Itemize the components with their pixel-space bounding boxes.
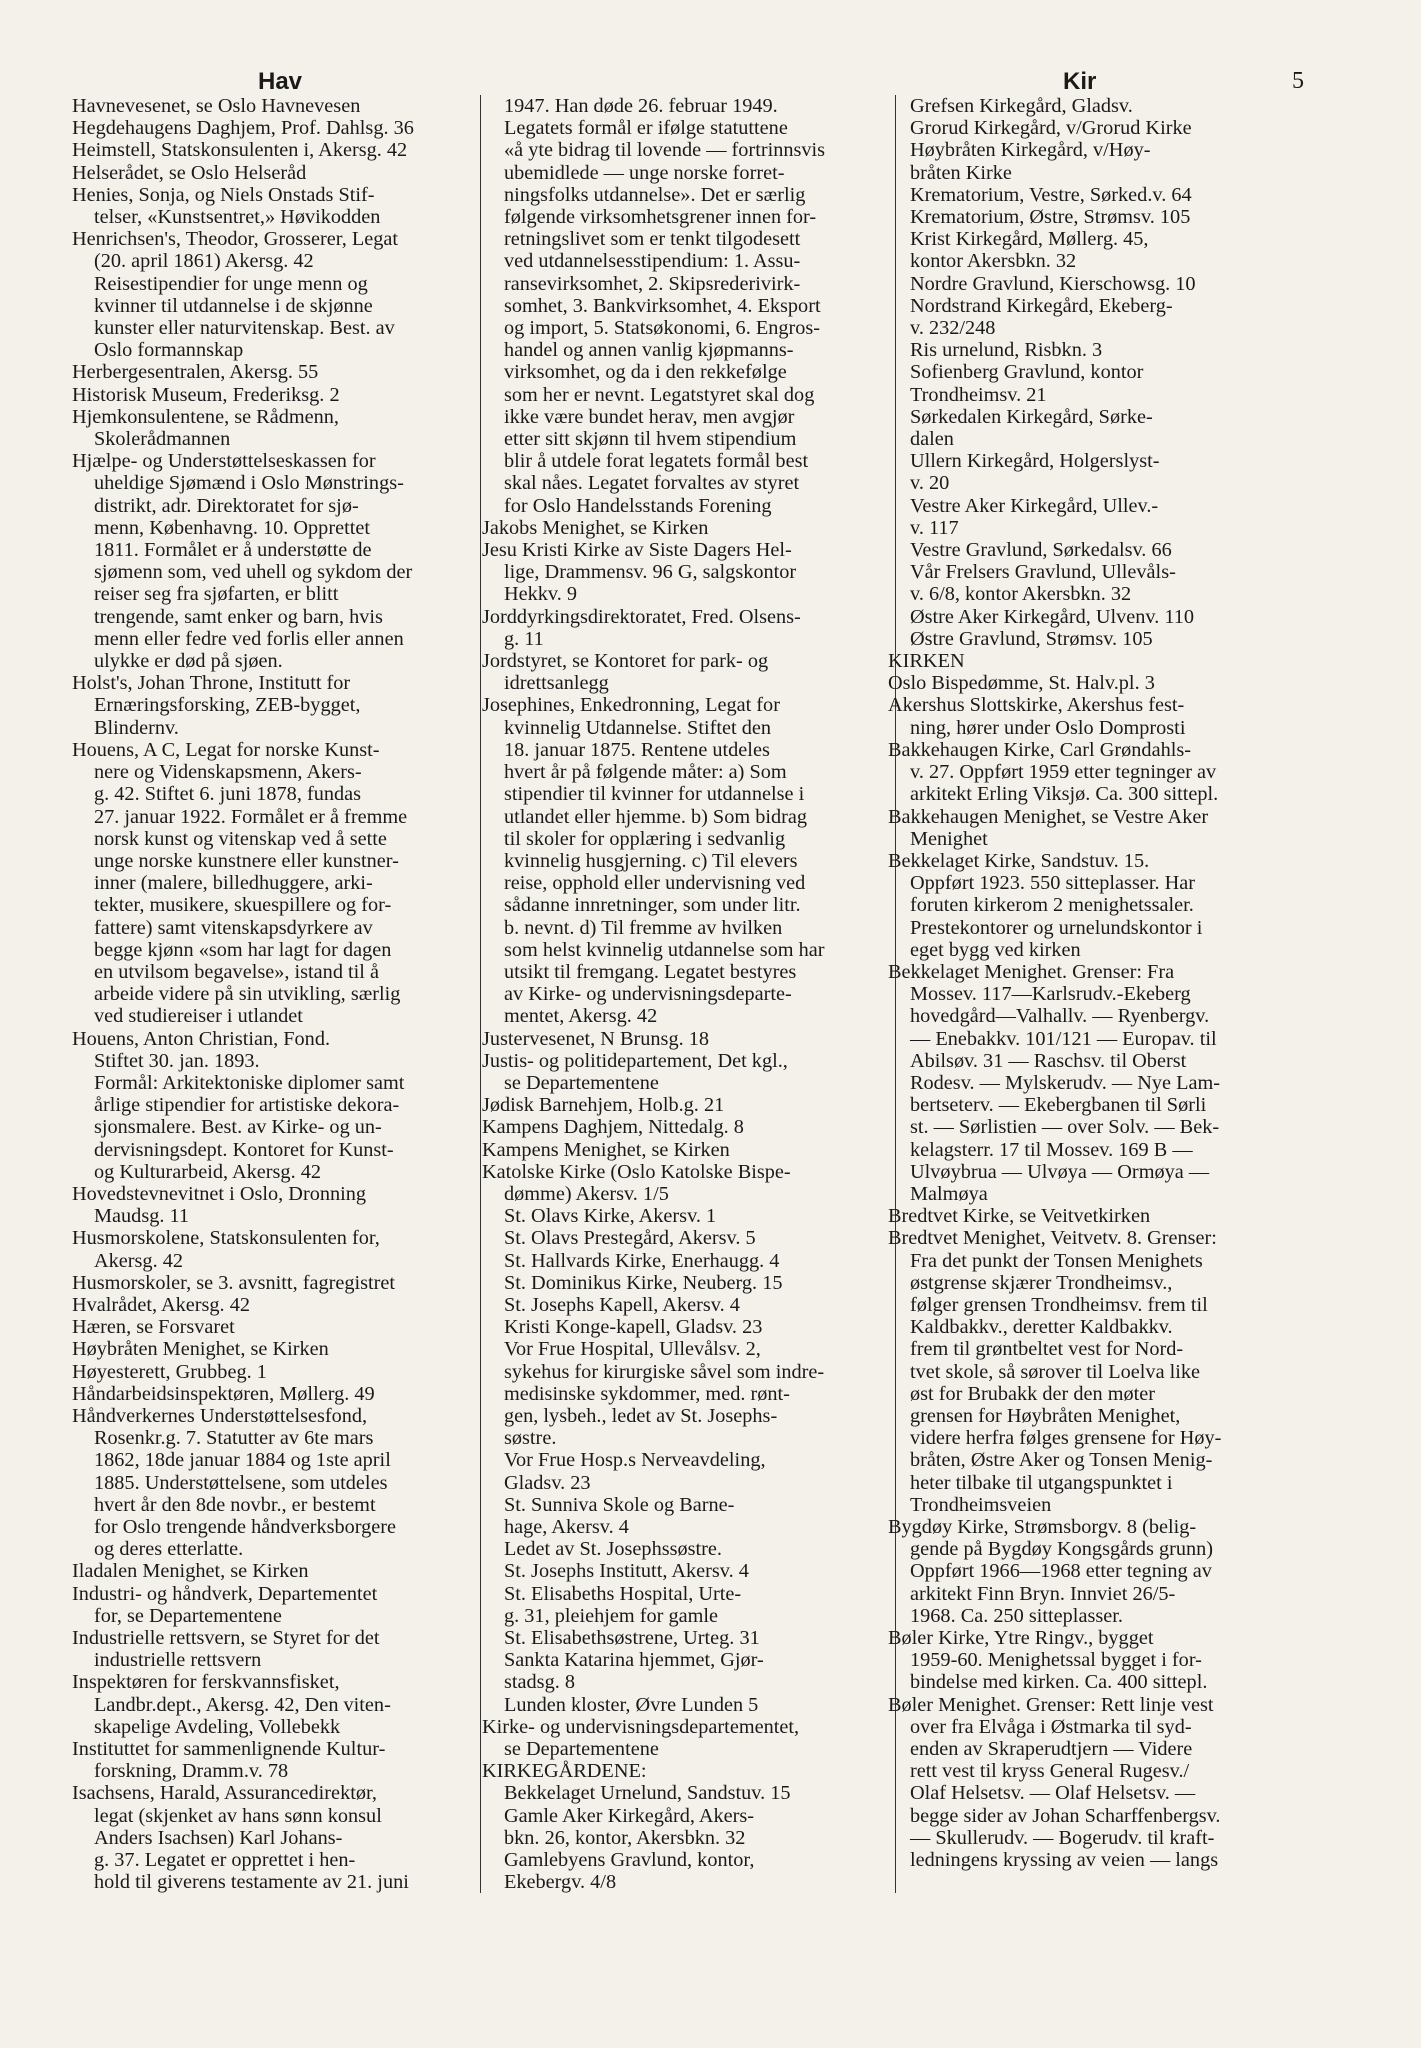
text-line: Ris urnelund, Risbkn. 3 (910, 339, 1103, 362)
text-line: kelagsterr. 17 til Mossev. 169 B — (910, 1138, 1193, 1161)
text-line: Gamle Aker Kirkegård, Akers- (504, 1804, 755, 1827)
text-line: legat (skjenket av hans sønn konsul (94, 1804, 382, 1827)
text-line: Bekkelaget Urnelund, Sandstuv. 15 (504, 1782, 791, 1805)
text-line: inner (malere, billedhuggere, arki- (94, 872, 373, 895)
text-line: hage, Akersv. 4 (504, 1516, 629, 1538)
text-line: KIRKEGÅRDENE: (482, 1760, 647, 1783)
text-line: trengende, samt enker og barn, hvis (94, 605, 383, 628)
text-line: Hjælpe- og Understøttelseskassen for (72, 450, 376, 473)
page-number: 5 (1292, 68, 1304, 94)
text-line: se Departementene (504, 1738, 659, 1761)
text-line: Jakobs Menighet, se Kirken (482, 516, 709, 539)
text-line: ulykke er død på sjøen. (94, 650, 283, 673)
text-line: Kampens Daghjem, Nittedalg. 8 (482, 1116, 744, 1139)
text-line: heter tilbake til utgangspunktet i (910, 1471, 1173, 1494)
text-line: foruten kirkerom 2 menighetssaler. (910, 894, 1194, 917)
text-line: bråten Kirke (910, 161, 1012, 184)
text-line: Inspektøren for ferskvannsfisket, (72, 1671, 340, 1694)
text-line: arkitekt Erling Viksjø. Ca. 300 sittepl. (910, 783, 1219, 806)
text-line: Gamlebyens Gravlund, kontor, (504, 1849, 755, 1872)
text-line: av Kirke- og undervisningsdeparte- (504, 983, 792, 1006)
text-line: Skolerådmannen (94, 428, 231, 451)
text-line: St. Sunniva Skole og Barne- (504, 1493, 735, 1516)
text-line: øst for Brubakk der den møter (910, 1382, 1155, 1405)
text-line: Husmorskolene, Statskonsulenten for, (72, 1227, 380, 1250)
text-line: Kampens Menighet, se Kirken (482, 1138, 730, 1161)
text-line: følger grensen Trondheimsv. frem til (910, 1293, 1208, 1316)
text-line: Bøler Kirke, Ytre Ringv., bygget (888, 1627, 1154, 1650)
text-line: Bygdøy Kirke, Strømsborgv. 8 (belig- (888, 1516, 1197, 1538)
text-line: Nordre Gravlund, Kierschowsg. 10 (910, 272, 1196, 295)
text-line: blir å utdele forat legatets formål best (504, 450, 809, 473)
text-line: Oppført 1966—1968 etter tegning av (910, 1560, 1212, 1583)
text-line: Høybråten Kirkegård, v/Høy- (910, 139, 1151, 162)
text-line: telser, «Kunstsentret,» Høvikodden (94, 206, 381, 229)
text-line: kontor Akersbkn. 32 (910, 250, 1077, 273)
text-line: g. 31, pleiehjem for gamle (504, 1604, 719, 1627)
text-line: arkitekt Finn Bryn. Innviet 26/5- (910, 1582, 1176, 1605)
text-line: Hekkv. 9 (504, 583, 578, 606)
text-line: sjonsmalere. Best. av Kirke- og un- (94, 1116, 382, 1139)
text-line: 27. januar 1922. Formålet er å fremme (94, 805, 408, 828)
text-line: lige, Drammensv. 96 G, salgskontor (504, 561, 797, 584)
text-line: 1959-60. Menighetssal bygget i for- (910, 1649, 1202, 1672)
text-line: Nordstrand Kirkegård, Ekeberg- (910, 294, 1173, 317)
text-line: Jødisk Barnehjem, Holb.g. 21 (482, 1094, 725, 1117)
text-line: Blindernv. (94, 716, 179, 739)
text-line: og import, 5. Statsøkonomi, 6. Engros- (504, 317, 821, 340)
text-line: bertseterv. — Ekebergbanen til Sørli (910, 1094, 1207, 1117)
text-line: Trondheimsv. 21 (910, 383, 1047, 406)
text-line: videre herfra følges grensene for Høy- (910, 1427, 1222, 1450)
text-line: Østre Gravlund, Strømsv. 105 (910, 627, 1153, 650)
text-line: Justis- og politidepartement, Det kgl., (482, 1049, 788, 1072)
text-line: St. Hallvards Kirke, Enerhaugg. 4 (504, 1249, 780, 1272)
text-line: stipendier til kvinner for utdannelse i (504, 783, 805, 806)
text-line: hvert år på følgende måter: a) Som (504, 761, 787, 784)
text-line: utsikt til fremgang. Legatet bestyres (504, 960, 797, 983)
text-line: v. 117 (910, 516, 959, 539)
text-line: begge sider av Johan Scharffenbergsv. (910, 1804, 1221, 1827)
text-line: Husmorskoler, se 3. avsnitt, fagregistret (72, 1271, 396, 1294)
text-line: ved utdannelsesstipendium: 1. Assu- (504, 250, 801, 273)
text-line: Bakkehaugen Kirke, Carl Grøndahls- (888, 738, 1192, 761)
text-line: bkn. 26, kontor, Akersbkn. 32 (504, 1826, 746, 1849)
text-line: somhet, 3. Bankvirksomhet, 4. Eksport (504, 294, 821, 317)
text-line: forskning, Dramm.v. 78 (94, 1760, 289, 1783)
text-line: Sankta Katarina hjemmet, Gjør- (504, 1649, 764, 1672)
text-line: Akershus Slottskirke, Akershus fest- (888, 694, 1185, 717)
text-line: Sørkedalen Kirkegård, Sørke- (910, 405, 1153, 428)
text-line: Vår Frelsers Gravlund, Ullevåls- (910, 561, 1176, 584)
text-line: hold til giverens testamente av 21. juni (94, 1871, 409, 1894)
text-line: Bekkelaget Menighet. Grenser: Fra (888, 960, 1175, 983)
text-line: menn, Københavng. 10. Opprettet (94, 516, 370, 539)
text-line: Abilsøv. 31 — Raschsv. til Oberst (910, 1049, 1187, 1072)
text-line: v. 27. Oppført 1959 etter tegninger av (910, 761, 1217, 784)
text-line: Hovedstevnevitnet i Oslo, Dronning (72, 1182, 367, 1205)
text-line: 1885. Understøttelsene, som utdeles (94, 1471, 388, 1494)
text-line: se Departementene (504, 1071, 659, 1094)
text-line: Håndarbeidsinspektøren, Møllerg. 49 (72, 1382, 375, 1405)
text-line: Akersg. 42 (94, 1249, 183, 1272)
text-line: Fra det punkt der Tonsen Menighets (910, 1249, 1203, 1272)
text-line: industrielle rettsvern (94, 1649, 262, 1672)
text-line: Trondheimsveien (910, 1493, 1052, 1516)
text-line: Anders Isachsen) Karl Johans- (94, 1826, 343, 1849)
text-line: Bredtvet Menighet, Veitvetv. 8. Grenser: (888, 1227, 1217, 1250)
text-line: Stiftet 30. jan. 1893. (94, 1049, 260, 1072)
text-line: ved studiereiser i utlandet (94, 1005, 303, 1028)
text-line: KIRKEN (888, 650, 965, 673)
text-line: (20. april 1861) Akersg. 42 (94, 250, 314, 273)
text-line: Houens, A C, Legat for norske Kunst- (72, 738, 380, 761)
text-line: virksomhet, og da i den rekkefølge (504, 361, 787, 384)
text-line: Reisestipendier for unge menn og (94, 272, 368, 295)
text-line: ikke være bundet herav, men avgjør (504, 405, 795, 428)
text-line: Menighet (910, 827, 988, 850)
text-line: Formål: Arkitektoniske diplomer samt (94, 1071, 405, 1094)
text-line: og deres etterlatte. (94, 1538, 244, 1561)
text-line: Ullern Kirkegård, Holgerslyst- (910, 450, 1160, 473)
text-line: Krematorium, Østre, Strømsv. 105 (910, 206, 1191, 229)
text-line: dervisningsdept. Kontoret for Kunst- (94, 1138, 394, 1161)
text-line: g. 42. Stiftet 6. juni 1878, fundas (94, 783, 362, 806)
text-line: begge kjønn «som har lagt for dagen (94, 938, 392, 961)
text-line: v. 20 (910, 472, 950, 495)
text-line: Oslo formannskap (94, 339, 244, 362)
text-line: Holst's, Johan Throne, Institutt for (72, 672, 351, 695)
text-line: en utvilsom begavelse», istand til å (94, 960, 380, 983)
text-line: kvinnelig Utdannelse. Stiftet den (504, 716, 771, 739)
text-line: Kaldbakkv., deretter Kaldbakkv. (910, 1316, 1173, 1339)
text-line: Landbr.dept., Akersg. 42, Den viten- (94, 1693, 391, 1716)
text-line: norsk kunst og vitenskap ved å sette (94, 827, 387, 850)
text-line: Sofienberg Gravlund, kontor (910, 361, 1144, 384)
text-line: Hjemkonsulentene, se Rådmenn, (72, 405, 339, 428)
text-line: Isachsens, Harald, Assurancedirektør, (72, 1782, 377, 1805)
text-line: Kristi Konge-kapell, Gladsv. 23 (504, 1316, 763, 1339)
text-line: Industrielle rettsvern, se Styret for det (72, 1627, 380, 1650)
text-line: Legatets formål er ifølge statuttene (504, 117, 788, 140)
text-line: uheldige Sjømænd i Oslo Mønstrings- (94, 472, 404, 495)
text-line: Oslo Bispedømme, St. Halv.pl. 3 (888, 672, 1155, 695)
text-line: Industri- og håndverk, Departementet (72, 1582, 378, 1605)
text-line: Hvalrådet, Akersg. 42 (72, 1293, 250, 1316)
text-line: for Oslo trengende håndverksborgere (94, 1516, 397, 1538)
text-line: Gladsv. 23 (504, 1471, 591, 1494)
text-line: Grorud Kirkegård, v/Grorud Kirke (910, 117, 1192, 140)
text-line: Lunden kloster, Øvre Lunden 5 (504, 1693, 759, 1716)
text-line: g. 11 (504, 627, 544, 650)
text-column-3 (888, 95, 1298, 1871)
text-line: sjømenn som, ved uhell og sykdom der (94, 561, 413, 584)
text-line: Krematorium, Vestre, Sørked.v. 64 (910, 183, 1192, 206)
text-line: 1947. Han døde 26. februar 1949. (504, 95, 778, 117)
text-line: Grefsen Kirkegård, Gladsv. (910, 95, 1133, 117)
text-line: st. — Sørlistien — over Solv. — Bek- (910, 1116, 1220, 1139)
text-line: St. Josephs Kapell, Akersv. 4 (504, 1293, 740, 1316)
text-line: hovedgård—Valhallv. — Ryenbergv. (910, 1005, 1210, 1028)
header-right-guideword: Kir (1063, 68, 1097, 95)
text-line: Hæren, se Forsvaret (72, 1316, 235, 1339)
text-line: hvert år den 8de novbr., er bestemt (94, 1493, 376, 1516)
text-line: Jordstyret, se Kontoret for park- og (482, 650, 769, 673)
text-line: Oppført 1923. 550 sitteplasser. Har (910, 872, 1196, 895)
text-line: Henies, Sonja, og Niels Onstads Stif- (72, 183, 375, 206)
text-line: Katolske Kirke (Oslo Katolske Bispe- (482, 1160, 791, 1183)
text-line: gende på Bygdøy Kongsgårds grunn) (910, 1538, 1214, 1561)
text-line: bråten, Østre Aker og Tonsen Menig- (910, 1449, 1213, 1472)
text-line: Heimstell, Statskonsulenten i, Akersg. 42 (72, 139, 408, 162)
text-line: tvet skole, så sørover til Loelva like (910, 1360, 1201, 1383)
text-line: Høybråten Menighet, se Kirken (72, 1338, 329, 1361)
text-line: ransevirksomhet, 2. Skipsrederivirk- (504, 272, 801, 295)
text-line: og Kulturarbeid, Akersg. 42 (94, 1160, 321, 1183)
text-line: årlige stipendier for artistiske dekora- (94, 1094, 400, 1117)
text-line: rett vest til kryss General Rugesv./ (910, 1760, 1190, 1783)
text-line: etter sitt skjønn til hvem stipendium (504, 428, 797, 451)
text-line: østgrense skjærer Trondheimsv., (910, 1271, 1173, 1294)
text-line: Østre Aker Kirkegård, Ulvenv. 110 (910, 605, 1195, 628)
text-line: Olaf Helsetsv. — Olaf Helsetsv. — (910, 1782, 1196, 1805)
text-line: stadsg. 8 (504, 1671, 575, 1694)
text-line: Instituttet for sammenlignende Kultur- (72, 1738, 386, 1761)
text-line: St. Elisabethsøstrene, Urteg. 31 (504, 1627, 760, 1650)
text-line: følgende virksomhetsgrener innen for- (504, 206, 817, 229)
text-line: fattere) samt vitenskapsdyrkere av (94, 916, 373, 939)
text-line: gen, lysbeh., ledet av St. Josephs- (504, 1404, 778, 1427)
text-line: arbeide videre på sin utvikling, særlig (94, 983, 401, 1006)
text-line: Bredtvet Kirke, se Veitvetkirken (888, 1205, 1151, 1228)
text-line: St. Olavs Kirke, Akersv. 1 (504, 1205, 717, 1228)
text-line: Herbergesentralen, Akersg. 55 (72, 361, 319, 384)
text-line: ubemidlede — unge norske forret- (504, 161, 785, 184)
text-line: kvinnelig husgjerning. c) Til elevers (504, 849, 798, 872)
text-line: ning, hører under Oslo Domprosti (910, 716, 1186, 739)
text-line: — Skullerudv. — Bogerudv. til kraft- (910, 1826, 1215, 1849)
text-line: Malmøya (910, 1182, 988, 1205)
text-line: skal nåes. Legatet forvaltes av styret (504, 472, 800, 495)
text-line: 18. januar 1875. Rentene utdeles (504, 738, 770, 761)
text-line: nere og Videnskapsmenn, Akers- (94, 761, 362, 784)
text-line: b. nevnt. d) Til fremme av hvilken (504, 916, 783, 939)
text-line: som her er nevnt. Legatstyret skal dog (504, 383, 815, 406)
text-line: bindelse med kirken. Ca. 400 sittepl. (910, 1671, 1208, 1694)
text-line: sådanne innretninger, som under litr. (504, 894, 801, 917)
text-line: som helst kvinnelig utdannelse som har (504, 938, 825, 961)
text-line: medisinske sykdommer, med. rønt- (504, 1382, 790, 1405)
text-line: Høyesterett, Grubbeg. 1 (72, 1360, 267, 1383)
text-line: retningslivet som er tenkt tilgodesett (504, 228, 801, 251)
text-line: ningsfolks utdannelse». Det er særlig (504, 183, 806, 206)
text-line: Ulvøybrua — Ulvøya — Ormøya — (910, 1160, 1210, 1183)
text-line: for Oslo Handelsstands Forening (504, 494, 772, 517)
text-line: Håndverkernes Understøttelsesfond, (72, 1404, 368, 1427)
text-line: utlandet eller hjemme. b) Som bidrag (504, 805, 808, 828)
text-line: Kirke- og undervisningsdepartementet, (482, 1715, 800, 1738)
text-line: Jesu Kristi Kirke av Siste Dagers Hel- (482, 539, 792, 562)
text-line: Krist Kirkegård, Møllerg. 45, (910, 228, 1149, 251)
text-line: St. Josephs Institutt, Akersv. 4 (504, 1560, 749, 1583)
text-line: til skoler for opplæring i sedvanlig (504, 827, 786, 850)
text-line: Rosenkr.g. 7. Statutter av 6te mars (94, 1427, 374, 1450)
text-line: dømme) Akersv. 1/5 (504, 1182, 669, 1205)
text-line: for, se Departementene (94, 1604, 282, 1627)
text-line: 1862, 18de januar 1884 og 1ste april (94, 1449, 391, 1472)
text-line: St. Olavs Prestegård, Akersv. 5 (504, 1227, 756, 1250)
text-line: eget bygg ved kirken (910, 938, 1081, 961)
text-column-2 (482, 95, 896, 1893)
text-line: reiser seg fra sjøfarten, er blitt (94, 583, 339, 606)
text-line: v. 6/8, kontor Akersbkn. 32 (910, 583, 1132, 606)
text-line: Ledet av St. Josephssøstre. (504, 1538, 722, 1561)
text-line: Vor Frue Hospital, Ullevålsv. 2, (504, 1338, 761, 1361)
text-line: Helserådet, se Oslo Helseråd (72, 161, 307, 184)
text-line: Vestre Aker Kirkegård, Ullev.- (910, 494, 1159, 517)
text-line: Houens, Anton Christian, Fond. (72, 1027, 331, 1050)
text-line: kvinner til utdannelse i de skjønne (94, 294, 373, 317)
text-line: Hegdehaugens Daghjem, Prof. Dahlsg. 36 (72, 117, 414, 140)
text-line: «å yte bidrag til lovende — fortrinnsvis (504, 139, 826, 162)
text-line: mentet, Akersg. 42 (504, 1005, 658, 1028)
text-line: v. 232/248 (910, 317, 996, 340)
text-line: 1968. Ca. 250 sitteplasser. (910, 1604, 1123, 1627)
text-column-1 (72, 95, 481, 1893)
text-line: Bøler Menighet. Grenser: Rett linje vest (888, 1693, 1214, 1716)
text-line: Historisk Museum, Frederiksg. 2 (72, 383, 340, 406)
text-line: Ernæringsforsking, ZEB-bygget, (94, 694, 361, 717)
text-line: reise, opphold eller undervisning ved (504, 872, 806, 895)
text-line: Iladalen Menighet, se Kirken (72, 1560, 309, 1583)
text-line: Maudsg. 11 (94, 1205, 190, 1228)
text-line: Vor Frue Hosp.s Nerveavdeling, (504, 1449, 766, 1472)
text-line: menn eller fedre ved forlis eller annen (94, 627, 404, 650)
text-line: handel og annen vanlig kjøpmanns- (504, 339, 794, 362)
text-line: kunster eller naturvitenskap. Best. av (94, 317, 395, 340)
text-line: distrikt, adr. Direktoratet for sjø- (94, 494, 359, 517)
text-line: tekter, musikere, skuespillere og for- (94, 894, 392, 917)
text-line: g. 37. Legatet er opprettet i hen- (94, 1849, 356, 1872)
text-line: Jorddyrkingsdirektoratet, Fred. Olsens- (482, 605, 801, 628)
text-line: St. Dominikus Kirke, Neuberg. 15 (504, 1271, 783, 1294)
text-line: 1811. Formålet er å understøtte de (94, 539, 372, 562)
text-line: St. Elisabeths Hospital, Urte- (504, 1582, 742, 1605)
text-line: Henrichsen's, Theodor, Grosserer, Legat (72, 228, 399, 251)
header-left-guideword: Hav (258, 68, 303, 95)
text-line: Bekkelaget Kirke, Sandstuv. 15. (888, 849, 1150, 872)
text-line: sykehus for kirurgiske såvel som indre- (504, 1360, 825, 1383)
text-line: enden av Skraperudtjern — Videre (910, 1738, 1193, 1761)
text-line: Bakkehaugen Menighet, se Vestre Aker (888, 805, 1209, 828)
text-line: Ekebergv. 4/8 (504, 1871, 617, 1894)
text-line: Prestekontorer og urnelundskontor i (910, 916, 1203, 939)
text-line: — Enebakkv. 101/121 — Europav. til (910, 1027, 1217, 1050)
text-line: skapelige Avdeling, Vollebekk (94, 1715, 341, 1738)
text-line: Rodesv. — Mylskerudv. — Nye Lam- (910, 1071, 1220, 1094)
text-line: Vestre Gravlund, Sørkedalsv. 66 (910, 539, 1172, 562)
text-line: ledningens kryssing av veien — langs (910, 1849, 1219, 1872)
text-line: Mossev. 117—Karlsrudv.-Ekeberg (910, 983, 1191, 1006)
text-line: grensen for Høybråten Menighet, (910, 1404, 1181, 1427)
text-line: frem til grøntbeltet vest for Nord- (910, 1338, 1184, 1361)
text-line: Justervesenet, N Brunsg. 18 (482, 1027, 710, 1050)
text-line: unge norske kunstnere eller kunstner- (94, 849, 399, 872)
text-line: Havnevesenet, se Oslo Havnevesen (72, 95, 361, 117)
text-line: over fra Elvåga i Østmarka til syd- (910, 1715, 1192, 1738)
text-line: Josephines, Enkedronning, Legat for (482, 694, 780, 717)
text-line: dalen (910, 428, 954, 451)
text-line: søstre. (504, 1427, 557, 1450)
text-line: idrettsanlegg (504, 672, 609, 695)
